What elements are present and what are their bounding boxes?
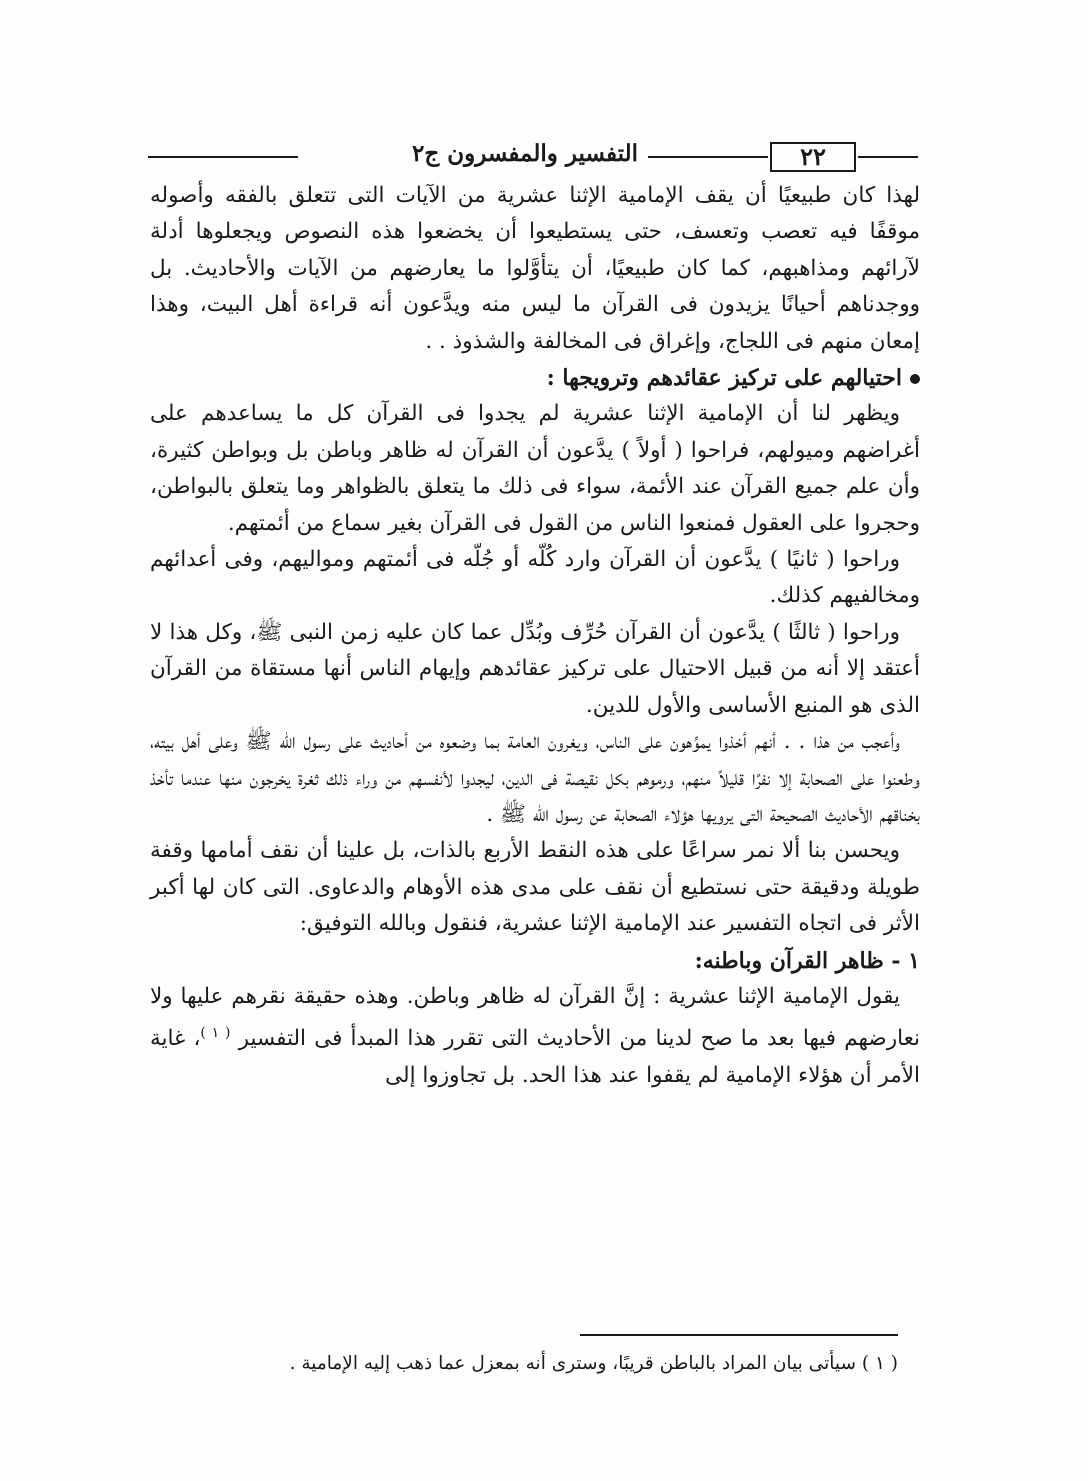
paragraph-1: لهذا كان طبيعيًا أن يقف الإمامية الإثنا عشرية من الآيات التى تتعلق بالفقه وأصوله موقفًا فيه تعصب وتعسف، حتى يستطيعوا أن يخضعوا هذه النصوص ويجعلوها أدلة لآرائهم ومذاهبهم، كما كان طبيعيًا، أن يتأوَّلوا ما يعارضهم من الآيات والأحاديث. بل ووجدناهم أحيانًا يزيدون فى القرآن ما ليس منه ويدَّعون أنه قراءة أهل البيت، وهذا إمعان منهم فى اللجاج، وإغراق فى المخالفة والشذوذ . . <box>150 183 920 354</box>
paragraph-6: ويحسن بنا ألا نمر سراعًا على هذه النقط الأربع بالذات، بل علينا أن نقف أمامها وقفة طويلة ودقيقة حتى نستطيع أن نقف على مدى هذه الأوهام والدعاوى. التى كان لها أكبر الأثر فى اتجاه التفسير عند الإمامية الإثنا عشرية، فنقول وبالله التوفيق: <box>150 838 920 937</box>
header-rule-left <box>148 156 298 158</box>
body-text <box>150 178 920 1328</box>
paragraph-7 <box>150 979 920 1094</box>
paragraph-3: وراحوا ( ثانيًا ) يدَّعون أن القرآن وارد كُلّه أو جُلّه فى أئمتهم ومواليهم، وفى أعدائهم ومخالفيهم كذلك. <box>150 547 920 609</box>
paragraph-7-text: يقول الإمامية الإثنا عشرية : إنَّ القرآن له ظاهر وباطن. وهذه حقيقة نقرهم عليها ولا نعارضهم فيها بعد ما صح لدينا من الأحاديث التى تقرر هذا المبدأ فى التفسير <box>150 983 920 1052</box>
section-heading-tricks <box>150 360 920 396</box>
header-rule-middle <box>648 156 768 158</box>
paragraph-5: وأعجب من هذا . . أنهم أخذوا يموِّهون على الناس، ويغرون العامة بما وضعوه من أحاديث على رسول الله ﷺ وعلى أهل بيته، وطعنوا على الصحابة إلا نفرًا قليلاً منهم، ورموهم بكل نقيصة فى الدين، ليجدوا لأنفسهم من وراء ذلك ثغرة يخرجون منها عندما تأخذ بخناقهم الأحاديث الصحيحة التى يرويها هؤلاء الصحابة عن رسول الله ﷺ . <box>150 729 920 827</box>
bullet-icon <box>910 374 920 384</box>
paragraph-7-text-continued: ، غاية الأمر أن هؤلاء الإمامية لم يقفوا عند هذا الحد. بل تجاوزوا إلى <box>150 1026 920 1088</box>
footnote-reference: ( ١ ) <box>200 1025 231 1042</box>
section-heading-zahir-batin: ١ - ظاهر القرآن وباطنه: <box>694 947 920 974</box>
header-rule-right <box>858 156 918 158</box>
paragraph-2: ويظهر لنا أن الإمامية الإثنا عشرية لم يجدوا فى القرآن كل ما يساعدهم على أغراضهم وميولهم، فراحوا ( أولاً ) يدَّعون أن القرآن له ظاهر وباطن بل وبواطن كثيرة، وأن علم جميع القرآن عند الأئمة، سواء فى ذلك ما يتعلق بالظواهر وما يتعلق بالبواطن، وحجروا على العقول فمنعوا الناس من القول فى القرآن بغير سماع من أئمتهم. <box>150 401 920 536</box>
footnote-rule <box>580 1334 898 1336</box>
page-header <box>148 136 918 176</box>
footnote: ( ١ ) سيأتى بيان المراد بالباطن قريبًا، وسترى أنه بمعزل عما ذهب إليه الإمامية . <box>289 1353 898 1374</box>
paragraph-4: وراحوا ( ثالثًا ) يدَّعون أن القرآن حُرِّف وبُدِّل عما كان عليه زمن النبى ﷺ، وكل هذا لا أعتقد إلا أنه من قبيل الاحتيال على تركيز عقائدهم وإيهام الناس أنها مستقاة من القرآن الذى هو المنبع الأساسى والأول للدين. <box>150 619 920 718</box>
section-heading-text: احتيالهم على تركيز عقائدهم وترويجها : <box>546 365 902 392</box>
page-number: ٢٢ <box>770 142 856 172</box>
running-title: التفسير والمفسرون ج٢ <box>412 140 638 167</box>
